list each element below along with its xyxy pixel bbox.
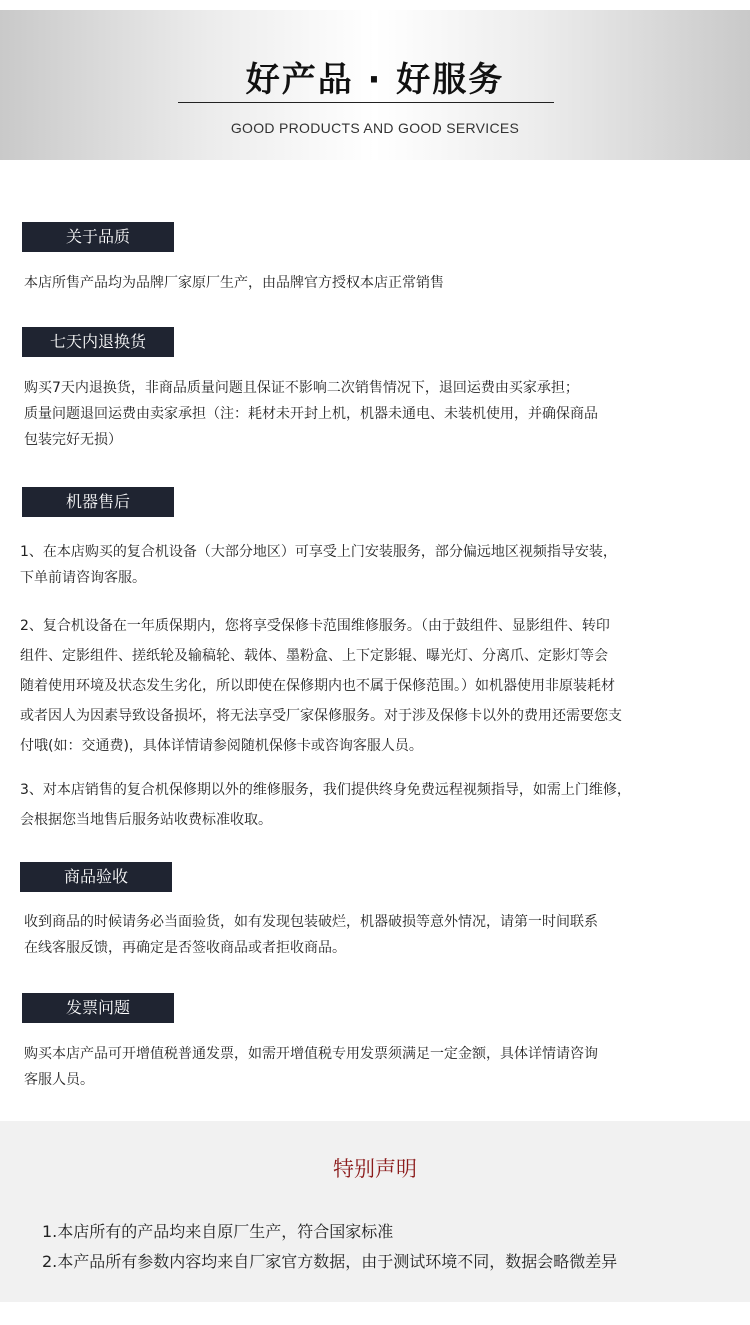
- notice-item: 2.本产品所有参数内容均来自厂家官方数据，由于测试环境不同，数据会略微差异: [42, 1252, 618, 1271]
- text-line: 收到商品的时候请务必当面验货，如有发现包装破烂，机器破损等意外情况，请第一时间联系: [24, 914, 598, 930]
- text-line: 包装完好无损）: [24, 432, 122, 448]
- text-line: 付哦(如：交通费)，具体详情请参阅随机保修卡或咨询客服人员。: [20, 738, 423, 754]
- section-badge-invoice: 发票问题: [22, 993, 174, 1023]
- section-badge-inspection: 商品验收: [20, 862, 172, 892]
- after-sales-item-3: [20, 775, 725, 835]
- page-title: 好产品 · 好服务: [245, 60, 505, 100]
- text-line: 购买7天内退换货，非商品质量问题且保证不影响二次销售情况下，退回运费由买家承担；: [24, 380, 579, 396]
- text-line: 客服人员。: [24, 1072, 94, 1088]
- text-line: 随着使用环境及状态发生劣化，所以即使在保修期内也不属于保修范围。）如机器使用非原装耗材: [20, 678, 615, 694]
- text-line: 本店所售产品均为品牌厂家原厂生产，由品牌官方授权本店正常销售: [24, 275, 444, 291]
- text-line: 1、在本店购买的复合机设备（大部分地区）可享受上门安装服务，部分偏远地区视频指导安装，: [20, 544, 617, 560]
- special-notice: [0, 1121, 750, 1302]
- text-line: 会根据您当地售后服务站收费标准收取。: [20, 812, 272, 828]
- text-line: 2、复合机设备在一年质保期内，您将享受保修卡范围维修服务。（由于鼓组件、显影组件、转印: [20, 618, 610, 634]
- text-line: 3、对本店销售的复合机保修期以外的维修服务，我们提供终身免费远程视频指导，如需上门维修，: [20, 782, 631, 798]
- section-text-returns: [24, 375, 729, 453]
- header-banner: [0, 10, 750, 160]
- text-line: 在线客服反馈，再确定是否签收商品或者拒收商品。: [24, 940, 346, 956]
- notice-list: [42, 1217, 617, 1277]
- section-text-inspection: [24, 909, 729, 961]
- text-line: 下单前请咨询客服。: [20, 570, 146, 586]
- page-subtitle: GOOD PRODUCTS AND GOOD SERVICES: [230, 120, 520, 136]
- section-badge-returns: 七天内退换货: [22, 327, 174, 357]
- after-sales-item-1: [20, 539, 725, 591]
- text-line: 质量问题退回运费由卖家承担（注：耗材未开封上机，机器未通电、未装机使用，并确保商品: [24, 406, 598, 422]
- text-line: 或者因人为因素导致设备损坏，将无法享受厂家保修服务。对于涉及保修卡以外的费用还需要您支: [20, 708, 622, 724]
- section-badge-after-sales: 机器售后: [22, 487, 174, 517]
- text-line: 购买本店产品可开增值税普通发票，如需开增值税专用发票须满足一定金额，具体详情请咨询: [24, 1046, 598, 1062]
- after-sales-item-2: [20, 611, 725, 761]
- section-text-invoice: [24, 1041, 729, 1093]
- section-badge-quality: 关于品质: [22, 222, 174, 252]
- notice-item: 1.本店所有的产品均来自原厂生产，符合国家标准: [42, 1222, 394, 1241]
- notice-title: 特别声明: [333, 1157, 417, 1181]
- title-divider: [178, 102, 554, 103]
- text-line: 组件、定影组件、搓纸轮及输稿轮、载体、墨粉盒、上下定影辊、曝光灯、分离爪、定影灯等会: [20, 648, 608, 664]
- section-text-quality: [24, 270, 729, 296]
